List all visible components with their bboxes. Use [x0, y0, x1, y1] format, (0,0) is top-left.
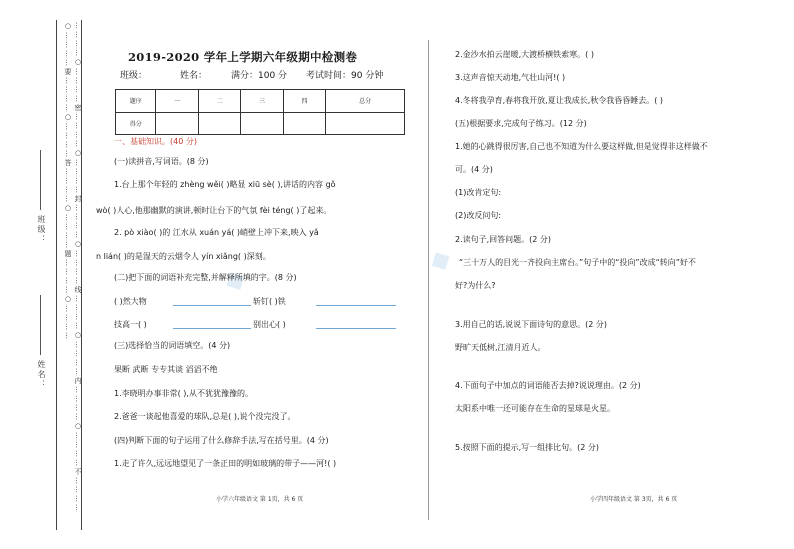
page-divider	[428, 40, 429, 520]
table-cell: 二	[198, 90, 240, 113]
q2-item-1: ( )然大物	[114, 297, 147, 306]
right-line-8: 2.读句子,回答问题。(2 分)	[455, 235, 552, 244]
right-line-12: 4.下面句子中加点的词语能否去掉?说说理由。(2 分)	[455, 381, 641, 390]
table-cell: 题序	[116, 90, 156, 113]
table-cell[interactable]	[326, 112, 405, 135]
table-cell[interactable]	[241, 112, 283, 135]
right-heading-5: (五)根据要求,完成句子练习。(12 分)	[455, 119, 587, 128]
table-cell[interactable]	[156, 112, 198, 135]
q1-line-1: 1.台上那个年轻的 zhèng wěi( )略显 xiū sè( ),讲话的内容 gǒ	[114, 180, 336, 189]
q2-item-2: 斩钉( )铁	[253, 297, 286, 306]
table-cell: 总分	[326, 90, 405, 113]
binding-name-label: 姓名：	[37, 360, 46, 390]
binding-line-outer	[56, 20, 57, 530]
score-table-header-row	[116, 90, 405, 113]
header-time: 考试时间：90 分钟	[306, 71, 384, 81]
binding-class-label: 班级：	[37, 215, 46, 245]
right-line-5b: 可。(4 分)	[455, 165, 493, 174]
q2-heading: (二)把下面的词语补充完整,并解释所填的字。(8 分)	[114, 273, 297, 282]
right-line-13: 太阳系中唯一还可能存在生命的星球是火星。	[455, 404, 615, 413]
right-line-9b: 好?为什么?	[455, 281, 496, 290]
right-line-7: (2)改反问句:	[455, 211, 502, 220]
table-cell[interactable]	[283, 112, 325, 135]
table-cell[interactable]	[198, 112, 240, 135]
right-line-11: 野旷天低树,江清月近人。	[455, 343, 546, 352]
header-score: 满分：100 分	[231, 71, 288, 81]
q1-line-4: n lián( )的是湿天的云烟令人 yín xiǎng( )深刻。	[96, 252, 271, 261]
q2-item-4: 别出心( )	[253, 320, 286, 329]
q1-line-3: 2. pò xiào( )的 江水从 xuán yá( )峭壁上冲下来,映入 yǎ	[114, 228, 319, 237]
left-page-footer: 小学六年级语文 第 1页，共 6 页	[216, 496, 304, 503]
right-line-3: 4.冬将我孕育,春将我开放,夏让我成长,秋令我昏昏睡去。( )	[455, 96, 664, 105]
q4-line-1: 1.走了许久,远远地望见了一条正田的明如玻璃的带子——河!( )	[114, 459, 337, 468]
watermark-mark-right: ◆	[424, 242, 456, 278]
right-line-9: “三十万人的目光一齐投向主席台。”句子中的“投向”改成“转向”好不	[459, 258, 696, 267]
q2-blank-1[interactable]	[173, 305, 251, 306]
table-cell: 得分	[116, 112, 156, 135]
right-page-footer: 小学四年级语文 第 3页，共 6 页	[590, 496, 678, 503]
section-1-heading: 一、基础知识。(40 分)	[114, 137, 197, 146]
seal-line-text: …………○…………密…………○…………封…………○…………线…………○…………内…………○…………不…………○…………要…………○…………答…………○…………题…………○…………	[64, 22, 82, 513]
right-line-1: 2.金沙水拍云崖暖,大渡桥横铁索寒。( )	[455, 50, 594, 59]
q1-heading: (一)读拼音,写词语。(8 分)	[114, 157, 209, 166]
q2-item-3: 技高一( )	[114, 320, 147, 329]
q3-heading: (三)选择恰当的词语填空。(4 分)	[114, 341, 231, 350]
binding-class-underline	[40, 150, 41, 210]
q2-blank-2[interactable]	[316, 305, 396, 306]
right-line-2: 3.这声音惊天动地,气壮山河!( )	[455, 73, 566, 82]
right-line-10: 3.用自己的话,说说下面诗句的意思。(2 分)	[455, 320, 608, 329]
table-cell: 三	[241, 90, 283, 113]
right-line-14: 5.按照下面的提示,写一组排比句。(2 分)	[455, 443, 600, 452]
score-table	[115, 89, 405, 135]
table-cell: 四	[283, 90, 325, 113]
table-cell: 一	[156, 90, 198, 113]
header-name: 姓名：	[180, 71, 208, 81]
right-line-6: (1)改肯定句:	[455, 188, 502, 197]
header-class: 班级：	[120, 71, 148, 81]
exam-title: 2019-2020 学年上学期六年级期中检测卷	[128, 50, 358, 64]
right-line-5: 1.她的心跳得很厉害,自己也不知道为什么要这样做,但是觉得非这样做不	[455, 142, 708, 151]
q3-line-2: 2.爸爸一谈起他喜爱的球队,总是( ),说个没完没了。	[114, 412, 296, 421]
score-table-score-row	[116, 112, 405, 135]
watermark-mark: ◆	[219, 262, 251, 298]
q3-line-1: 1.李晓明办事非常( ),从不犹犹豫豫的。	[114, 389, 253, 398]
binding-name-underline	[40, 295, 41, 355]
q2-blank-4[interactable]	[316, 328, 396, 329]
q2-blank-3[interactable]	[173, 328, 251, 329]
q4-heading: (四)判断下面的句子运用了什么修辞手法,写在括号里。(4 分)	[114, 436, 329, 445]
q1-line-2: wò( )人心,他那幽默的演讲,顿时让台下的气氛 fèi téng( )了起来。	[96, 206, 332, 215]
q3-word-bank: 果断 武断 专专其谈 滔滔不绝	[114, 365, 218, 374]
